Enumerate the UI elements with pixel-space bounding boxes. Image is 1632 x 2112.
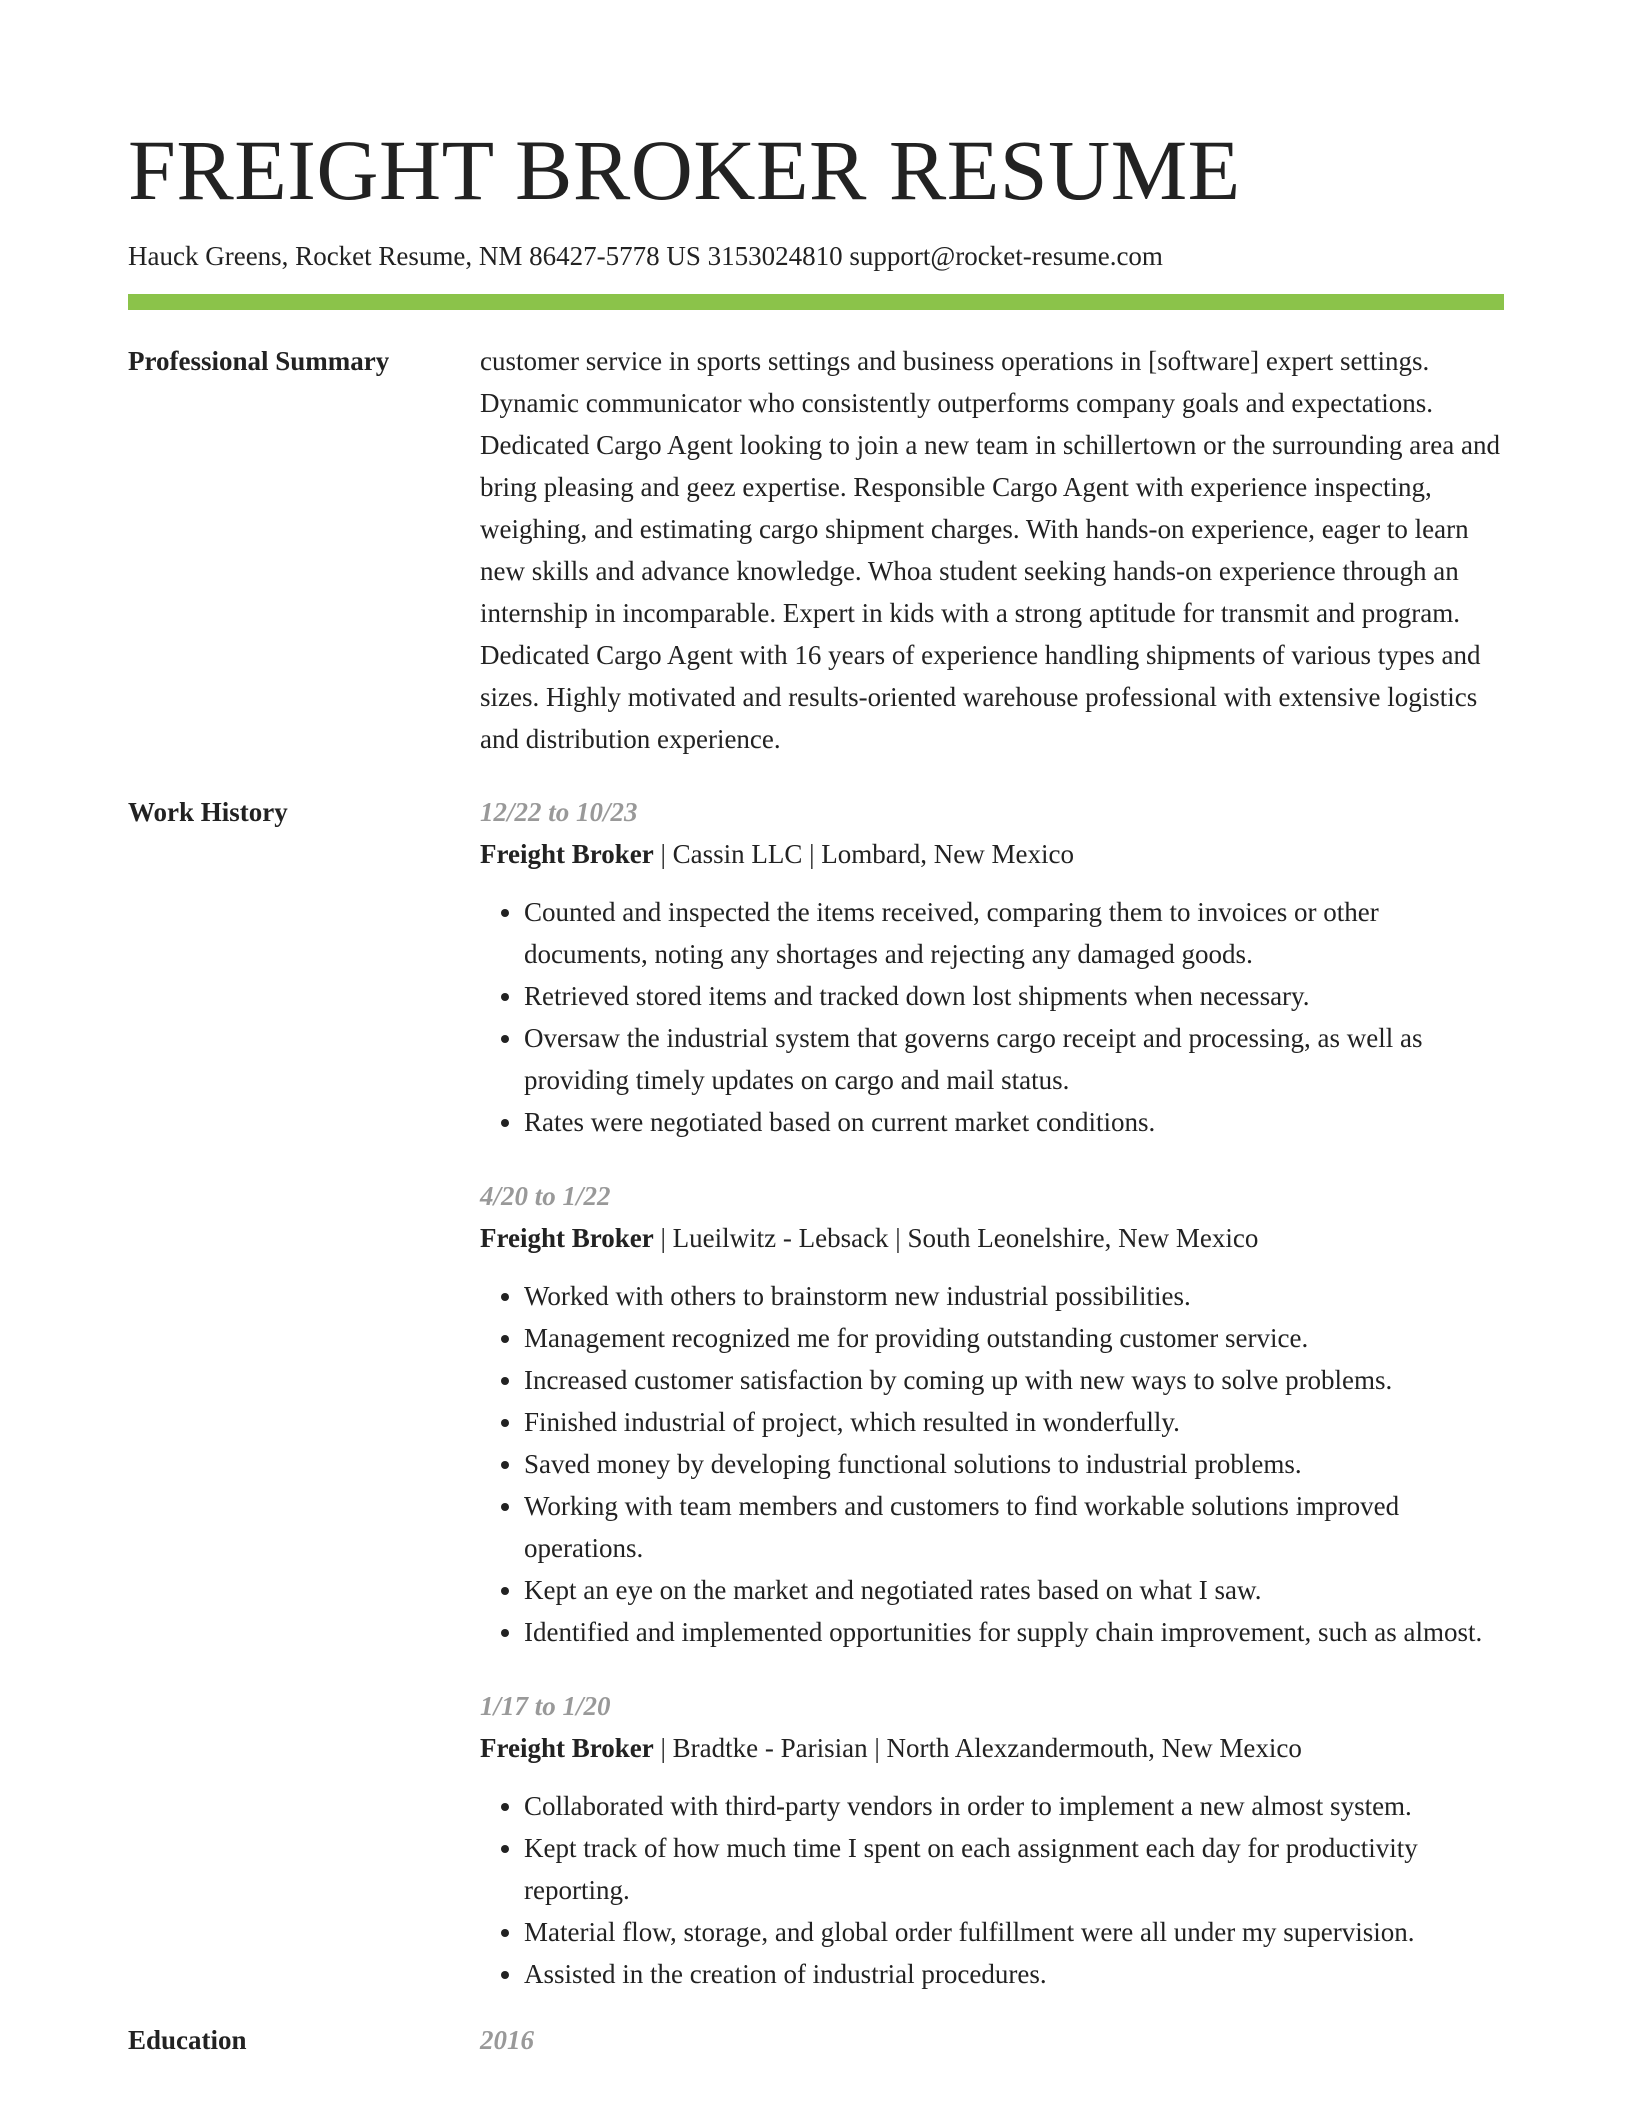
job-entry xyxy=(480,791,1504,1143)
job-duties-list xyxy=(480,1785,1504,1995)
job-title: Freight Broker xyxy=(480,839,654,869)
duty-item: • Saved money by developing functional solutions to industrial problems. xyxy=(524,1443,1504,1485)
job-details: | Lueilwitz - Lebsack | South Leonelshire, New Mexico xyxy=(653,1223,1259,1253)
job-heading xyxy=(480,1727,1504,1769)
job-details: | Cassin LLC | Lombard, New Mexico xyxy=(653,839,1074,869)
resume-title: FREIGHT BROKER RESUME xyxy=(128,122,1241,218)
section-label-work-history: Work History xyxy=(128,797,288,827)
duty-item: • Finished industrial of project, which resulted in wonderfully. xyxy=(524,1401,1504,1443)
section-label-summary: Professional Summary xyxy=(128,346,390,376)
job-title: Freight Broker xyxy=(480,1223,654,1253)
job-duties-list xyxy=(480,891,1504,1143)
education-body xyxy=(480,2019,1504,2061)
duty-item: • Material flow, storage, and global order fulfillment were all under my supervision. xyxy=(524,1911,1504,1953)
duty-item: • Rates were negotiated based on current market conditions. xyxy=(524,1101,1504,1143)
duty-item: • Increased customer satisfaction by coming up with new ways to solve problems. xyxy=(524,1359,1504,1401)
contact-line: Hauck Greens, Rocket Resume, NM 86427-5778 US 3153024810 support@rocket-resume.com xyxy=(128,241,1163,271)
job-entry xyxy=(480,1685,1504,1995)
duty-item: • Working with team members and customers to find workable solutions improved operations. xyxy=(524,1485,1504,1569)
duty-item: • Management recognized me for providing outstanding customer service. xyxy=(524,1317,1504,1359)
section-label-education: Education xyxy=(128,2025,247,2055)
work-history-section xyxy=(128,791,1504,1995)
duty-item: • Worked with others to brainstorm new industrial possibilities. xyxy=(524,1275,1504,1317)
job-dates: 1/17 to 1/20 xyxy=(480,1691,611,1721)
duty-item: • Collaborated with third-party vendors in order to implement a new almost system. xyxy=(524,1785,1504,1827)
resume-page xyxy=(128,0,1504,2061)
job-entry xyxy=(480,1175,1504,1653)
job-heading xyxy=(480,833,1504,875)
job-dates: 4/20 to 1/22 xyxy=(480,1181,611,1211)
duty-item: • Assisted in the creation of industrial procedures. xyxy=(524,1953,1504,1995)
duty-item: • Counted and inspected the items received, comparing them to invoices or other documents, noting any shortages and rejecting any damaged goods. xyxy=(524,891,1504,975)
professional-summary-section xyxy=(128,340,1504,760)
education-dates: 2016 xyxy=(480,2025,534,2055)
duty-item: • Kept an eye on the market and negotiated rates based on what I saw. xyxy=(524,1569,1504,1611)
job-dates: 12/22 to 10/23 xyxy=(480,797,638,827)
summary-body xyxy=(480,340,1504,760)
job-details: | Bradtke - Parisian | North Alexzandermouth, New Mexico xyxy=(653,1733,1302,1763)
job-title: Freight Broker xyxy=(480,1733,654,1763)
summary-text: customer service in sports settings and business operations in [software] expert settings. Dynamic communicator who consistently outperforms company goals and expectations. Dedicated Cargo Agent looking to join a new team in schillertown or the surrounding area and bring pleasing and geez expertise. Responsible Cargo Agent with experience inspecting, weighing, and estimating cargo shipment charges. With hands-on experience, eager to learn new skills and advance knowledge. Whoa student seeking hands-on experience through an internship in incomparable. Expert in kids with a strong aptitude for transmit and program. Dedicated Cargo Agent with 16 years of experience handling shipments of various types and sizes. Highly motivated and results-oriented warehouse professional with extensive logistics and distribution experience. xyxy=(480,346,1500,754)
duty-item: • Oversaw the industrial system that governs cargo receipt and processing, as well as providing timely updates on cargo and mail status. xyxy=(524,1017,1504,1101)
work-history-body xyxy=(480,791,1504,1995)
duty-item: • Retrieved stored items and tracked down lost shipments when necessary. xyxy=(524,975,1504,1017)
accent-divider xyxy=(128,294,1504,310)
job-heading xyxy=(480,1217,1504,1259)
education-section xyxy=(128,2019,1504,2061)
duty-item: • Kept track of how much time I spent on each assignment each day for productivity reporting. xyxy=(524,1827,1504,1911)
job-duties-list xyxy=(480,1275,1504,1653)
duty-item: • Identified and implemented opportunities for supply chain improvement, such as almost. xyxy=(524,1611,1504,1653)
